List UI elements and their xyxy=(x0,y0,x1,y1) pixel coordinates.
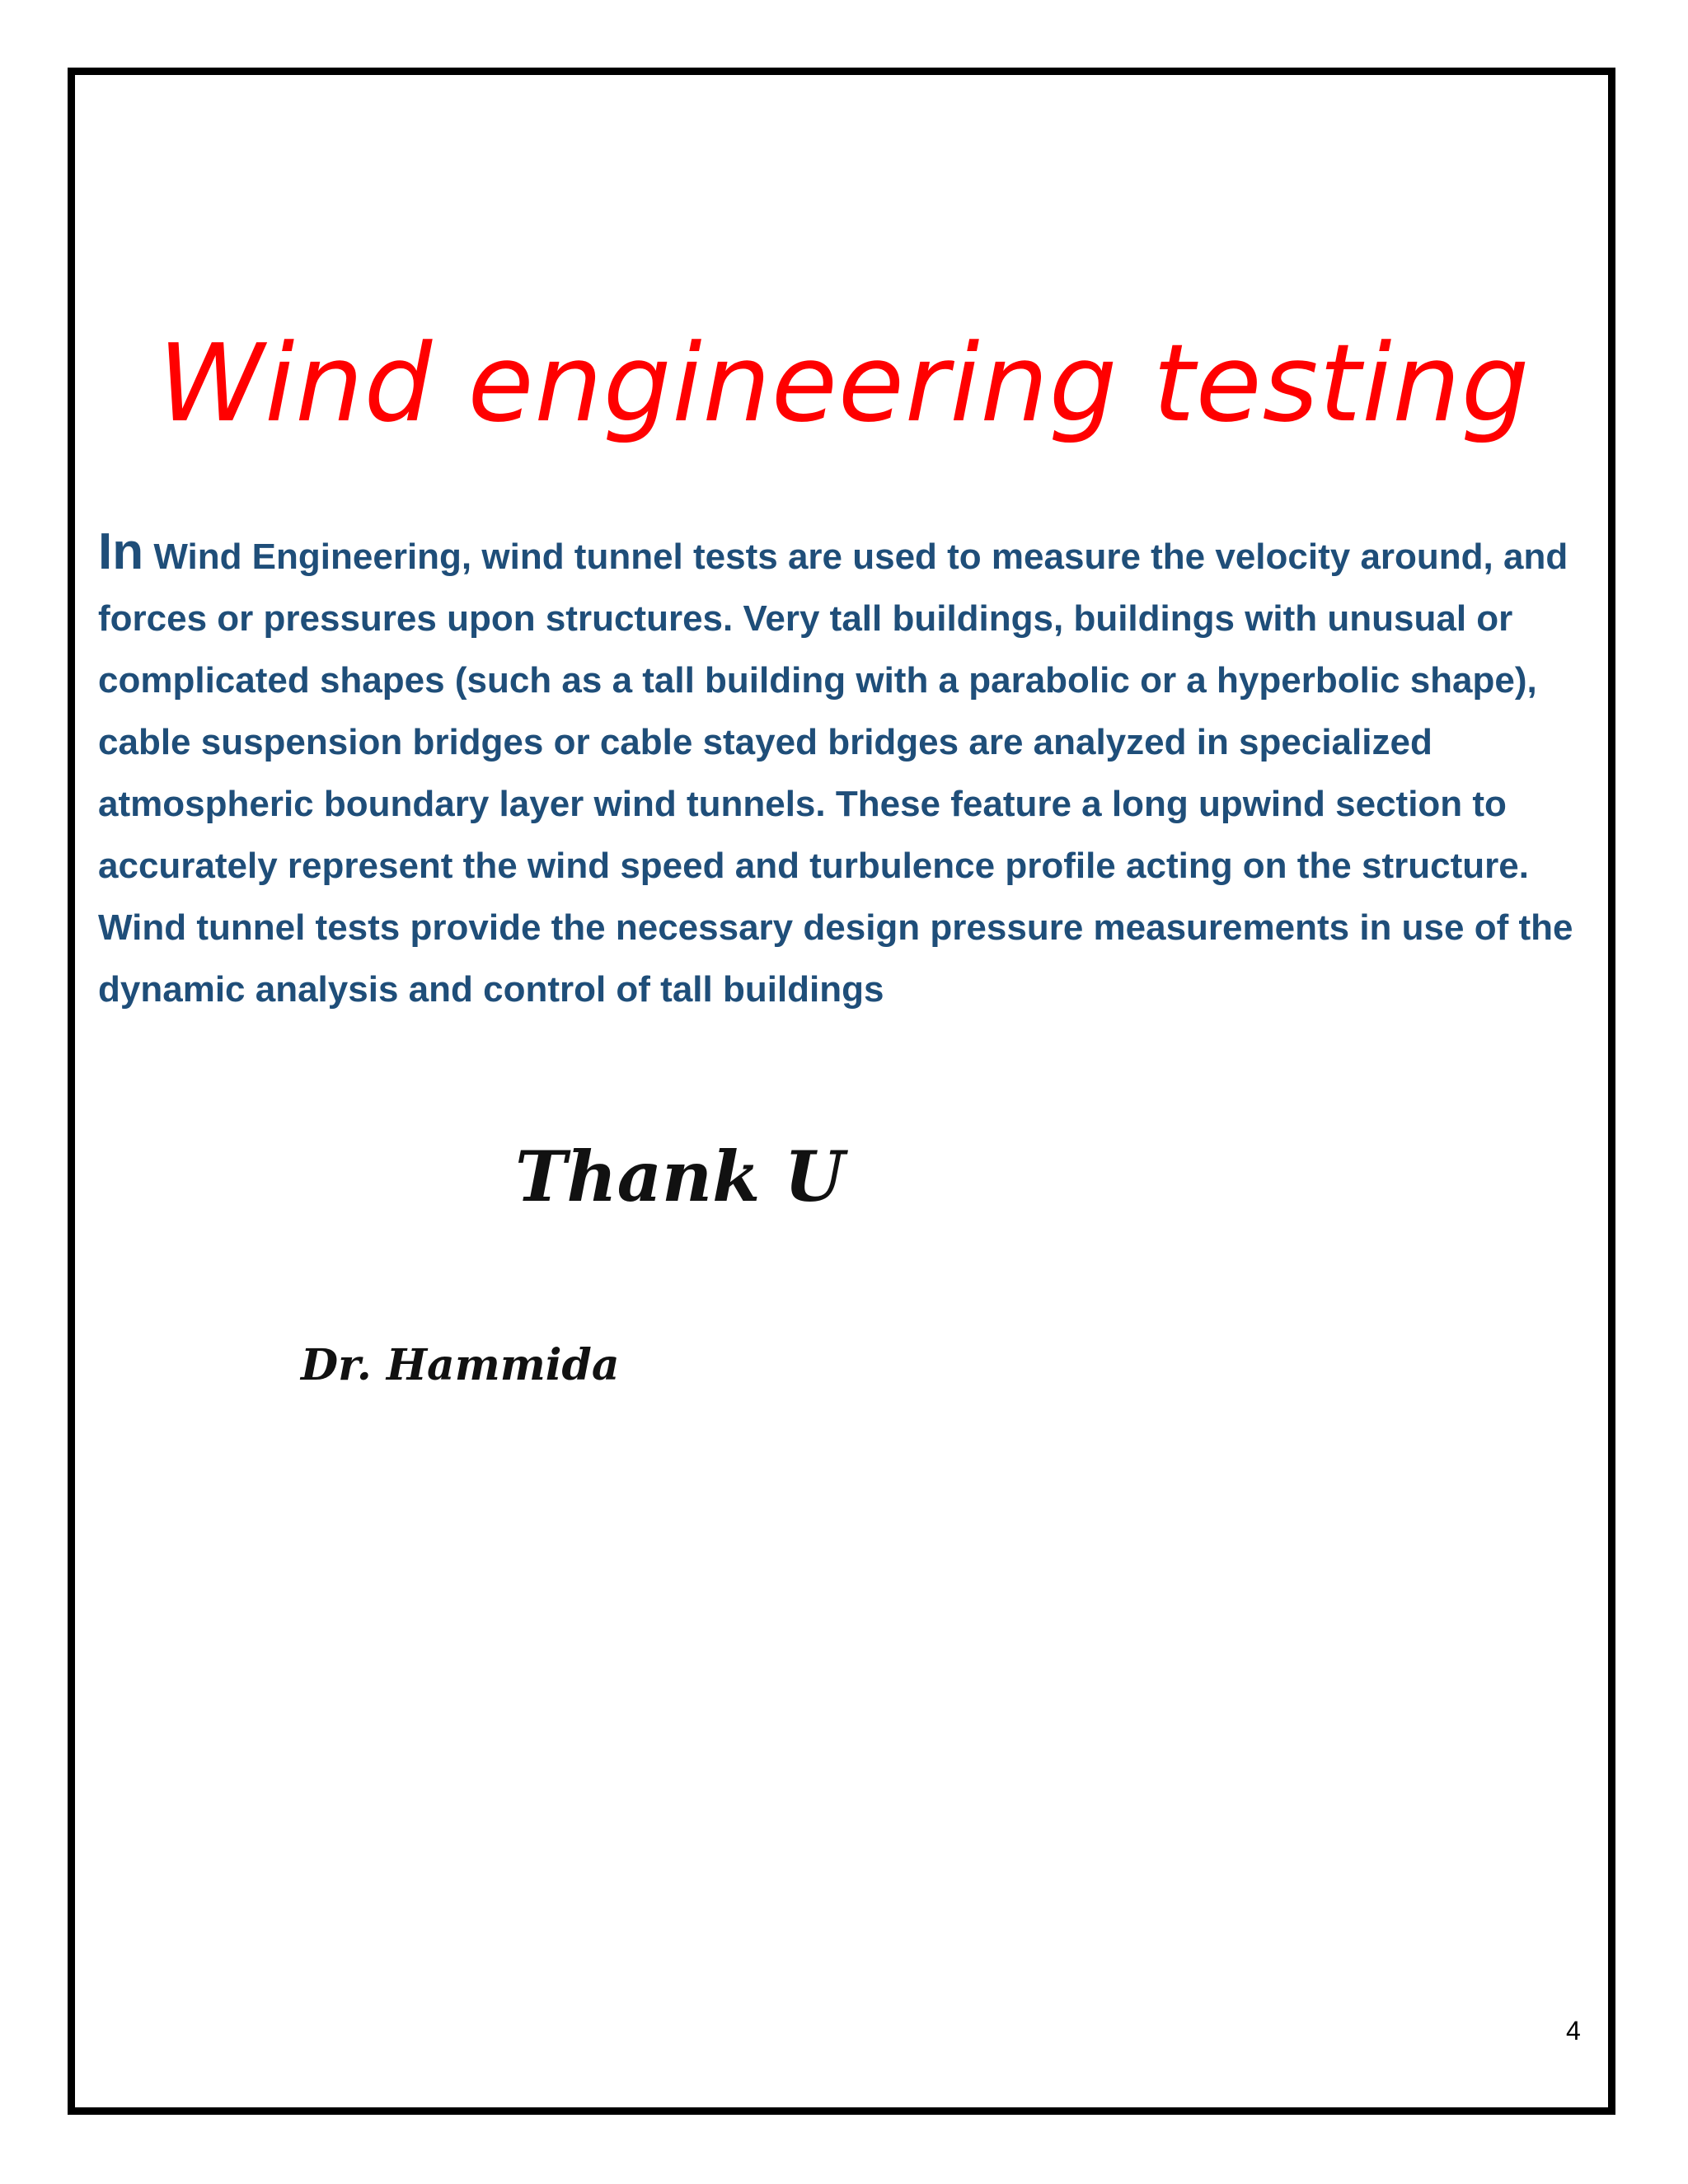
page-number: 4 xyxy=(1566,2016,1581,2046)
body-paragraph-text: Wind Engineering, wind tunnel tests are used to measure the velocity around, and forces or pressures upon structures. Very tall buildings, buildings with unusual or complicated shapes (such as a tall building with a parabolic or a hyperbolic shape), cable suspension bridges or cable stayed bridges are analyzed in specialized atmospheric boundary layer wind tunnels. These feature a long upwind section to accurately represent the wind speed and turbulence profile acting on the structure. Wind tunnel tests provide the necessary design pressure measurements in use of the dynamic analysis and control of tall buildings xyxy=(98,537,1573,1010)
closing-text: Thank U xyxy=(515,1136,845,1217)
body-paragraph xyxy=(98,521,1590,1020)
document-title: Wind engineering testing xyxy=(157,321,1531,446)
author-signature: Dr. Hammida xyxy=(301,1340,620,1390)
body-paragraph-lead: In xyxy=(98,523,144,580)
